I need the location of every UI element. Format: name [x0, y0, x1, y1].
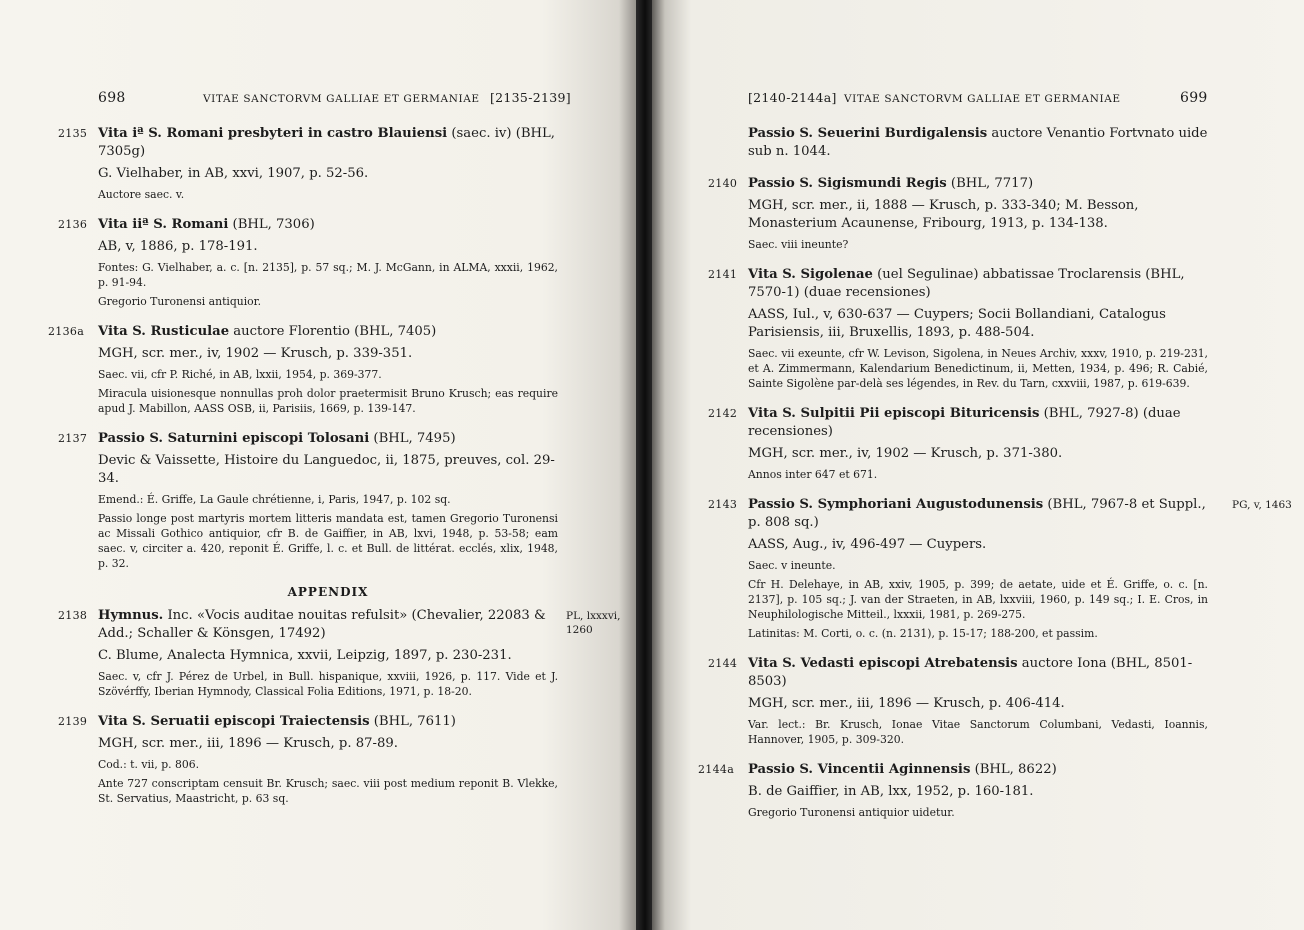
entry-edition: MGH, scr. mer., ii, 1888 — Krusch, p. 333-340; M. Besson, Monasterium Acaunense, Fribourg, 1913, p. 134-138.: [748, 198, 1139, 231]
entry-title: Vita iª S. Romani presbyteri in castro Blauiensi: [98, 126, 448, 141]
entry-title-rest: (BHL, 7927-8) (duae recensiones): [748, 406, 1181, 439]
entry-2139: [58, 713, 558, 806]
entry-note: Cfr H. Delehaye, in AB, xxiv, 1905, p. 399; de aetate, uide et É. Griffe, o. c. [n. 2137], p. 105 sq.; J. van der Straeten, in AB, lxxviii, 1960, p. 149 sq.; I. E. Cros, in Neuphilologische Mitteil., lxxxii, 1981, p. 269-275.: [748, 578, 1208, 621]
entry-edition: AB, v, 1886, p. 178-191.: [98, 239, 258, 254]
entry-note: Latinitas: M. Corti, o. c. (n. 2131), p. 15-17; 188-200, et passim.: [748, 627, 1098, 640]
right-page: [652, 0, 1304, 930]
entry-heading: [748, 266, 1208, 302]
entry-note: Saec. v, cfr J. Pérez de Urbel, in Bull. hispanique, xxviii, 1926, p. 117. Vide et J. Szövérffy, Iberian Hymnody, Classical Folia Editions, 1971, p. 18-20.: [98, 670, 558, 698]
entry-number: 2141: [708, 268, 738, 281]
entry-number: 2140: [708, 177, 738, 190]
entry-title-rest: (BHL, 7611): [369, 714, 456, 729]
entry-edition: MGH, scr. mer., iv, 1902 — Krusch, p. 339-351.: [98, 346, 413, 361]
entry-note: Saec. v ineunte.: [748, 559, 836, 572]
entry-2144: [708, 655, 1208, 747]
entry-seuerini: [748, 125, 1208, 161]
entry-note: Miracula uisionesque nonnullas proh dolor praetermisit Bruno Krusch; eas require apud J. Mabillon, AASS OSB, ii, Parisiis, 1669, p. 139-147.: [98, 387, 558, 415]
entry-title: Passio S. Vincentii Aginnensis: [748, 762, 971, 777]
entry-number: 2136a: [48, 325, 85, 338]
left-page-number: 698: [98, 90, 126, 106]
entry-title: Passio S. Sigismundi Regis: [748, 176, 947, 191]
entry-number: 2138: [58, 609, 88, 622]
entry-edition: B. de Gaiffier, in AB, lxx, 1952, p. 160-181.: [748, 784, 1034, 799]
entry-title-rest: (BHL, 7306): [228, 217, 315, 232]
entry-2141: [708, 266, 1208, 391]
entry-title-rest: (BHL, 7967-8 et Suppl., p. 808 sq.): [748, 497, 1206, 530]
entry-2137: [58, 430, 558, 571]
entry-note: Auctore saec. v.: [98, 188, 185, 201]
entry-note: Saec. vii exeunte, cfr W. Levison, Sigolena, in Neues Archiv, xxxv, 1910, p. 219-231, et A. Zimmermann, Kalendarium Benedictinum, ii, Metten, 1934, p. 496; R. Cabié, Sainte Sigolène par-delà ses légendes, in Rev. du Tarn, cxxviii, 1987, p. 619-639.: [748, 347, 1208, 390]
entry-title: Hymnus.: [98, 608, 164, 623]
entry-title-rest: (uel Segulinae) abbatissae Troclarensis (BHL, 7570-1) (duae recensiones): [748, 267, 1185, 300]
entry-heading: [748, 125, 1208, 161]
entry-edition: AASS, Aug., iv, 496-497 — Cuypers.: [748, 537, 987, 552]
entry-note: Gregorio Turonensi antiquior.: [98, 295, 262, 308]
entry-2136a: [48, 323, 558, 416]
entry-2138: [58, 607, 621, 699]
entry-title: Passio S. Saturnini episcopi Tolosani: [98, 431, 370, 446]
left-range: [2135-2139]: [490, 90, 571, 105]
left-column: [48, 125, 621, 820]
right-running-title: VITAE SANCTORVM GALLIAE ET GERMANIAE: [844, 93, 1121, 105]
entry-heading: [748, 496, 1208, 532]
entry-title: Vita S. Rusticulae: [98, 324, 230, 339]
appendix-heading: APPENDIX: [287, 585, 369, 599]
entry-note: Var. lect.: Br. Krusch, Ionae Vitae Sanctorum Columbani, Vedasti, Ioannis, Hannover, 1905, p. 309-320.: [748, 718, 1208, 746]
entry-number: 2144a: [698, 763, 735, 776]
entry-2140: [708, 175, 1208, 252]
entry-edition: C. Blume, Analecta Hymnica, xxvii, Leipzig, 1897, p. 230-231.: [98, 648, 512, 663]
entry-2144a: [698, 761, 1208, 820]
entry-note: Annos inter 647 et 671.: [748, 468, 878, 481]
entry-number: 2144: [708, 657, 738, 670]
entry-edition: MGH, scr. mer., iii, 1896 — Krusch, p. 406-414.: [748, 696, 1065, 711]
entry-title-rest: auctore Venantio Fortvnato uide sub n. 1044.: [748, 126, 1208, 159]
entry-heading: [748, 405, 1208, 441]
entry-title: Vita S. Seruatii episcopi Traiectensis: [98, 714, 370, 729]
entry-edition: MGH, scr. mer., iii, 1896 — Krusch, p. 87-89.: [98, 736, 398, 751]
entry-heading: [748, 175, 1208, 193]
entry-2142: [708, 405, 1208, 482]
entry-note: Ante 727 conscriptam censuit Br. Krusch; saec. viii post medium reponit B. Vlekke, St. Servatius, Maastricht, p. 63 sq.: [98, 777, 558, 805]
entry-title-rest: auctore Iona (BHL, 8501-8503): [748, 656, 1193, 689]
entry-number: 2136: [58, 218, 88, 231]
entry-heading: [98, 607, 558, 643]
entry-title-rest: (BHL, 8622): [970, 762, 1057, 777]
entry-number: 2139: [58, 715, 88, 728]
entry-title: Passio S. Seuerini Burdigalensis: [748, 126, 988, 141]
right-range: [2140-2144a]: [748, 90, 837, 105]
margin-reference: PL, lxxxvi, 1260: [566, 610, 621, 636]
entry-number: 2135: [58, 127, 88, 140]
entry-heading: [748, 655, 1208, 691]
entry-title-rest: (BHL, 7717): [946, 176, 1034, 191]
entry-number: 2142: [708, 407, 738, 420]
right-column: [698, 125, 1292, 834]
entry-heading: [98, 323, 558, 341]
entry-edition: MGH, scr. mer., iv, 1902 — Krusch, p. 371-380.: [748, 446, 1063, 461]
entry-title: Vita S. Sigolenae: [748, 267, 873, 282]
entry-title-rest: auctore Florentio (BHL, 7405): [229, 324, 437, 339]
entry-heading: [98, 125, 558, 161]
entry-note: Passio longe post martyris mortem litteris mandata est, tamen Gregorio Turonensi ac Missali Gothico antiquior, cfr B. de Gaiffier, in AB, lxvi, 1948, p. 53-58; eam saec. v, circiter a. 420, reponit É. Griffe, l. c. et Bull. de littérat. ecclés, xlix, 1948, p. 32.: [98, 512, 558, 570]
entry-title: Passio S. Symphoriani Augustodunensis: [748, 497, 1044, 512]
entry-heading: [98, 430, 558, 448]
entry-edition: Devic & Vaissette, Histoire du Languedoc, ii, 1875, preuves, col. 29-34.: [98, 453, 555, 486]
entry-title-rest: (BHL, 7495): [369, 431, 456, 446]
entry-number: 2143: [708, 498, 738, 511]
entry-edition: AASS, Iul., v, 630-637 — Cuypers; Socii Bollandiani, Catalogus Parisiensis, iii, Bruxellis, 1893, p. 488-504.: [748, 307, 1166, 340]
entry-note: Fontes: G. Vielhaber, a. c. [n. 2135], p. 57 sq.; M. J. McGann, in ALMA, xxxii, 1962, p. 91-94.: [98, 261, 558, 289]
entry-number: 2137: [58, 432, 88, 445]
entry-note: Gregorio Turonensi antiquior uidetur.: [748, 806, 955, 819]
right-page-number: 699: [1180, 90, 1208, 106]
margin-reference: PG, v, 1463: [1232, 499, 1292, 511]
entry-title: Vita S. Vedasti episcopi Atrebatensis: [748, 656, 1018, 671]
entry-note: Saec. viii ineunte?: [748, 238, 849, 251]
entry-note: Saec. vii, cfr P. Riché, in AB, lxxii, 1954, p. 369-377.: [98, 368, 382, 381]
entry-title-rest: Inc. «Vocis auditae nouitas refulsit» (Chevalier, 22083 & Add.; Schaller & Könsgen, 17492): [98, 608, 546, 641]
entry-title: Vita S. Sulpitii Pii episcopi Bituricensis: [748, 406, 1040, 421]
entry-note: Cod.: t. vii, p. 806.: [98, 758, 200, 771]
entry-edition: G. Vielhaber, in AB, xxvi, 1907, p. 52-56.: [98, 166, 369, 181]
entry-heading: [98, 216, 558, 234]
entry-2135: [58, 125, 558, 202]
left-running-title: VITAE SANCTORVM GALLIAE ET GERMANIAE: [203, 93, 480, 105]
entry-heading: [98, 713, 558, 731]
entry-2136: [58, 216, 558, 309]
entry-2143: [708, 496, 1292, 641]
entry-heading: [748, 761, 1208, 779]
entry-title: Vita iiª S. Romani: [98, 217, 229, 232]
entry-title-rest: (saec. iv) (BHL, 7305g): [98, 126, 556, 159]
left-page: [0, 0, 638, 930]
entry-note: Emend.: É. Griffe, La Gaule chrétienne, i, Paris, 1947, p. 102 sq.: [98, 493, 451, 506]
